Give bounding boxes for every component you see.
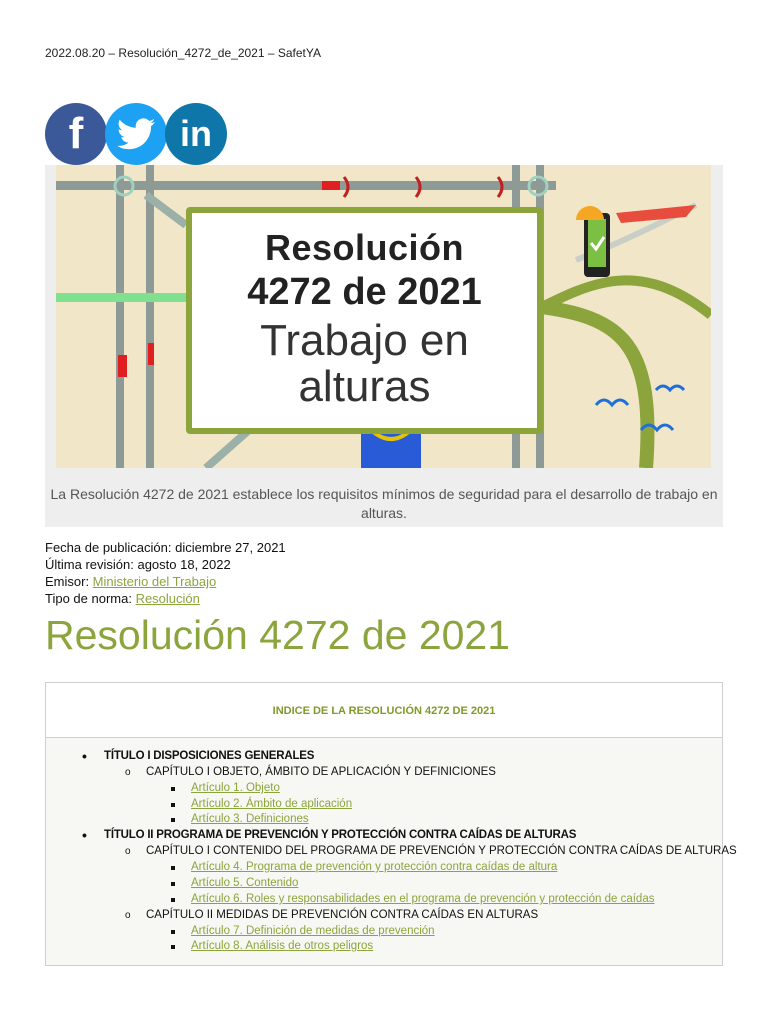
- table-of-contents: [45, 682, 737, 966]
- toc-chapter-1-1[interactable]: o CAPÍTULO I OBJETO, ÁMBITO DE APLICACIÓN Y DEFINICIONES: [146, 765, 496, 781]
- page-title: Resolución 4272 de 2021: [45, 612, 511, 658]
- norm-type-label: Tipo de norma:: [45, 591, 136, 606]
- toc-article-3[interactable]: Artículo 3. Definiciones: [191, 812, 309, 828]
- twitter-bird-icon: [117, 118, 155, 150]
- toc-article-1[interactable]: Artículo 1. Objeto: [191, 781, 280, 797]
- norm-type-row: [45, 590, 286, 607]
- toc-article-7[interactable]: Artículo 7. Definición de medidas de prevención: [191, 924, 435, 940]
- toc-article-8[interactable]: Artículo 8. Análisis de otros peligros: [191, 939, 373, 955]
- issuer-row: [45, 573, 286, 590]
- banner-sign: [186, 207, 543, 434]
- issuer-link[interactable]: Ministerio del Trabajo: [92, 574, 217, 589]
- featured-figure: [45, 165, 723, 527]
- toc-heading: INDICE DE LA RESOLUCIÓN 4272 DE 2021: [46, 683, 722, 738]
- toc-article-5[interactable]: Artículo 5. Contenido: [191, 876, 298, 892]
- revision-date: Última revisión: agosto 18, 2022: [45, 557, 231, 572]
- norm-type-link[interactable]: Resolución: [135, 591, 200, 606]
- figure-caption: La Resolución 4272 de 2021 establece los requisitos mínimos de seguridad para el desarrollo de trabajo en alturas.: [50, 486, 718, 521]
- toc-article-2[interactable]: Artículo 2. Ámbito de aplicación: [191, 797, 352, 813]
- issuer-label: Emisor:: [45, 574, 93, 589]
- toc-title-1[interactable]: • TÍTULO I DISPOSICIONES GENERALES: [104, 749, 314, 765]
- document-header: 2022.08.20 – Resolución_4272_de_2021 – SafetYA: [45, 46, 322, 60]
- twitter-icon[interactable]: [105, 103, 167, 165]
- social-share-bar: [45, 103, 225, 165]
- banner-line-4: alturas: [298, 362, 431, 411]
- banner-line-2: 4272 de 2021: [247, 271, 482, 313]
- banner-line-3: Trabajo en: [260, 316, 469, 365]
- banner-line-1: Resolución: [264, 227, 465, 268]
- toc-article-6[interactable]: Artículo 6. Roles y responsabilidades en el programa de prevención y protección de caídas: [191, 892, 654, 908]
- toc-title-2[interactable]: • TÍTULO II PROGRAMA DE PREVENCIÓN Y PROTECCIÓN CONTRA CAÍDAS DE ALTURAS: [104, 828, 576, 844]
- toc-article-4[interactable]: Artículo 4. Programa de prevención y protección contra caídas de altura: [191, 860, 557, 876]
- linkedin-icon[interactable]: in: [165, 103, 227, 165]
- toc-chapter-2-1[interactable]: o CAPÍTULO I CONTENIDO DEL PROGRAMA DE PREVENCIÓN Y PROTECCIÓN CONTRA CAÍDAS DE ALTURAS: [146, 844, 737, 860]
- banner-image: [56, 165, 711, 468]
- facebook-icon[interactable]: f: [45, 103, 107, 165]
- toc-chapter-2-2[interactable]: o CAPÍTULO II MEDIDAS DE PREVENCIÓN CONTRA CAÍDAS EN ALTURAS: [146, 908, 538, 924]
- publication-date: Fecha de publicación: diciembre 27, 2021: [45, 540, 286, 555]
- document-metadata: [45, 539, 286, 607]
